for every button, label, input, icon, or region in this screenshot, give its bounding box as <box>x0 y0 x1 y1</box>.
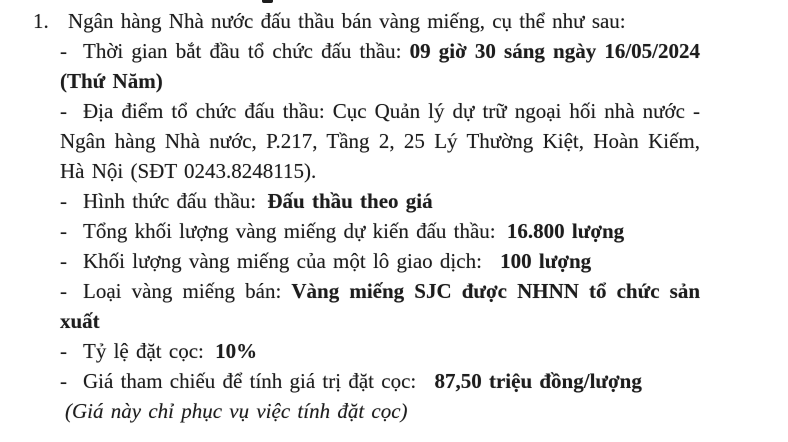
reference-price-label: Giá tham chiếu để tính giá trị đặt cọc: <box>83 369 424 393</box>
location-text-3: Hà Nội (SĐT 0243.8248115). <box>60 159 317 183</box>
cropped-text-artifact <box>262 0 273 3</box>
list-item-number: 1. <box>33 9 49 33</box>
reference-price-value: 87,50 triệu đồng/lượng <box>434 369 642 393</box>
gold-type-line <box>60 276 700 306</box>
gold-type-value: Vàng miếng SJC được NHNN tổ chức sản <box>291 279 700 303</box>
auction-day-value: (Thứ Năm) <box>60 69 163 93</box>
auction-time-line <box>60 36 700 66</box>
gold-type-value-wrap: xuất <box>60 309 100 333</box>
total-volume-line <box>60 216 788 246</box>
gold-type-label: Loại vàng miếng bán: <box>83 279 292 303</box>
lot-volume-line <box>60 246 788 276</box>
auction-form-value: Đấu thầu theo giá <box>267 189 433 213</box>
deposit-rate-value: 10% <box>215 339 258 363</box>
lot-volume-label: Khối lượng vàng miếng của một lô giao dịch: <box>83 249 490 273</box>
bullet-dash: - <box>60 99 67 123</box>
gold-type-continuation <box>60 306 788 336</box>
total-volume-label: Tổng khối lượng vàng miếng dự kiến đấu thầu: <box>83 219 503 243</box>
bullet-dash: - <box>60 189 67 213</box>
reference-price-line <box>60 366 788 396</box>
bullet-dash: - <box>60 249 67 273</box>
location-line-2 <box>60 126 700 156</box>
total-volume-value: 16.800 lượng <box>506 219 625 243</box>
bullet-dash: - <box>60 369 67 393</box>
heading-text: Ngân hàng Nhà nước đấu thầu bán vàng miếng, cụ thể như sau: <box>68 9 626 33</box>
location-line-3 <box>60 156 788 186</box>
auction-time-continuation <box>60 66 788 96</box>
bullet-dash: - <box>60 39 67 63</box>
auction-form-label: Hình thức đấu thầu: <box>83 189 264 213</box>
auction-time-label: Thời gian bắt đầu tổ chức đấu thầu: <box>83 39 410 63</box>
deposit-rate-line <box>60 336 788 366</box>
bullet-dash: - <box>60 339 67 363</box>
location-text-1: Địa điểm tổ chức đấu thầu: Cục Quản lý dự trữ ngoại hối nhà nước - <box>83 99 700 123</box>
heading-line <box>33 6 788 36</box>
deposit-rate-label: Tỷ lệ đặt cọc: <box>83 339 212 363</box>
bullet-dash: - <box>60 279 67 303</box>
lot-volume-value: 100 lượng <box>500 249 592 273</box>
deposit-note-line <box>65 396 788 426</box>
location-text-2: Ngân hàng Nhà nước, P.217, Tầng 2, 25 Lý Thường Kiệt, Hoàn Kiếm, <box>60 129 700 153</box>
auction-time-value: 09 giờ 30 sáng ngày 16/05/2024 <box>409 39 700 63</box>
auction-announcement <box>0 6 788 426</box>
deposit-note-text: (Giá này chỉ phục vụ việc tính đặt cọc) <box>65 399 408 423</box>
auction-form-line <box>60 186 788 216</box>
bullet-dash: - <box>60 219 67 243</box>
location-line-1 <box>60 96 700 126</box>
